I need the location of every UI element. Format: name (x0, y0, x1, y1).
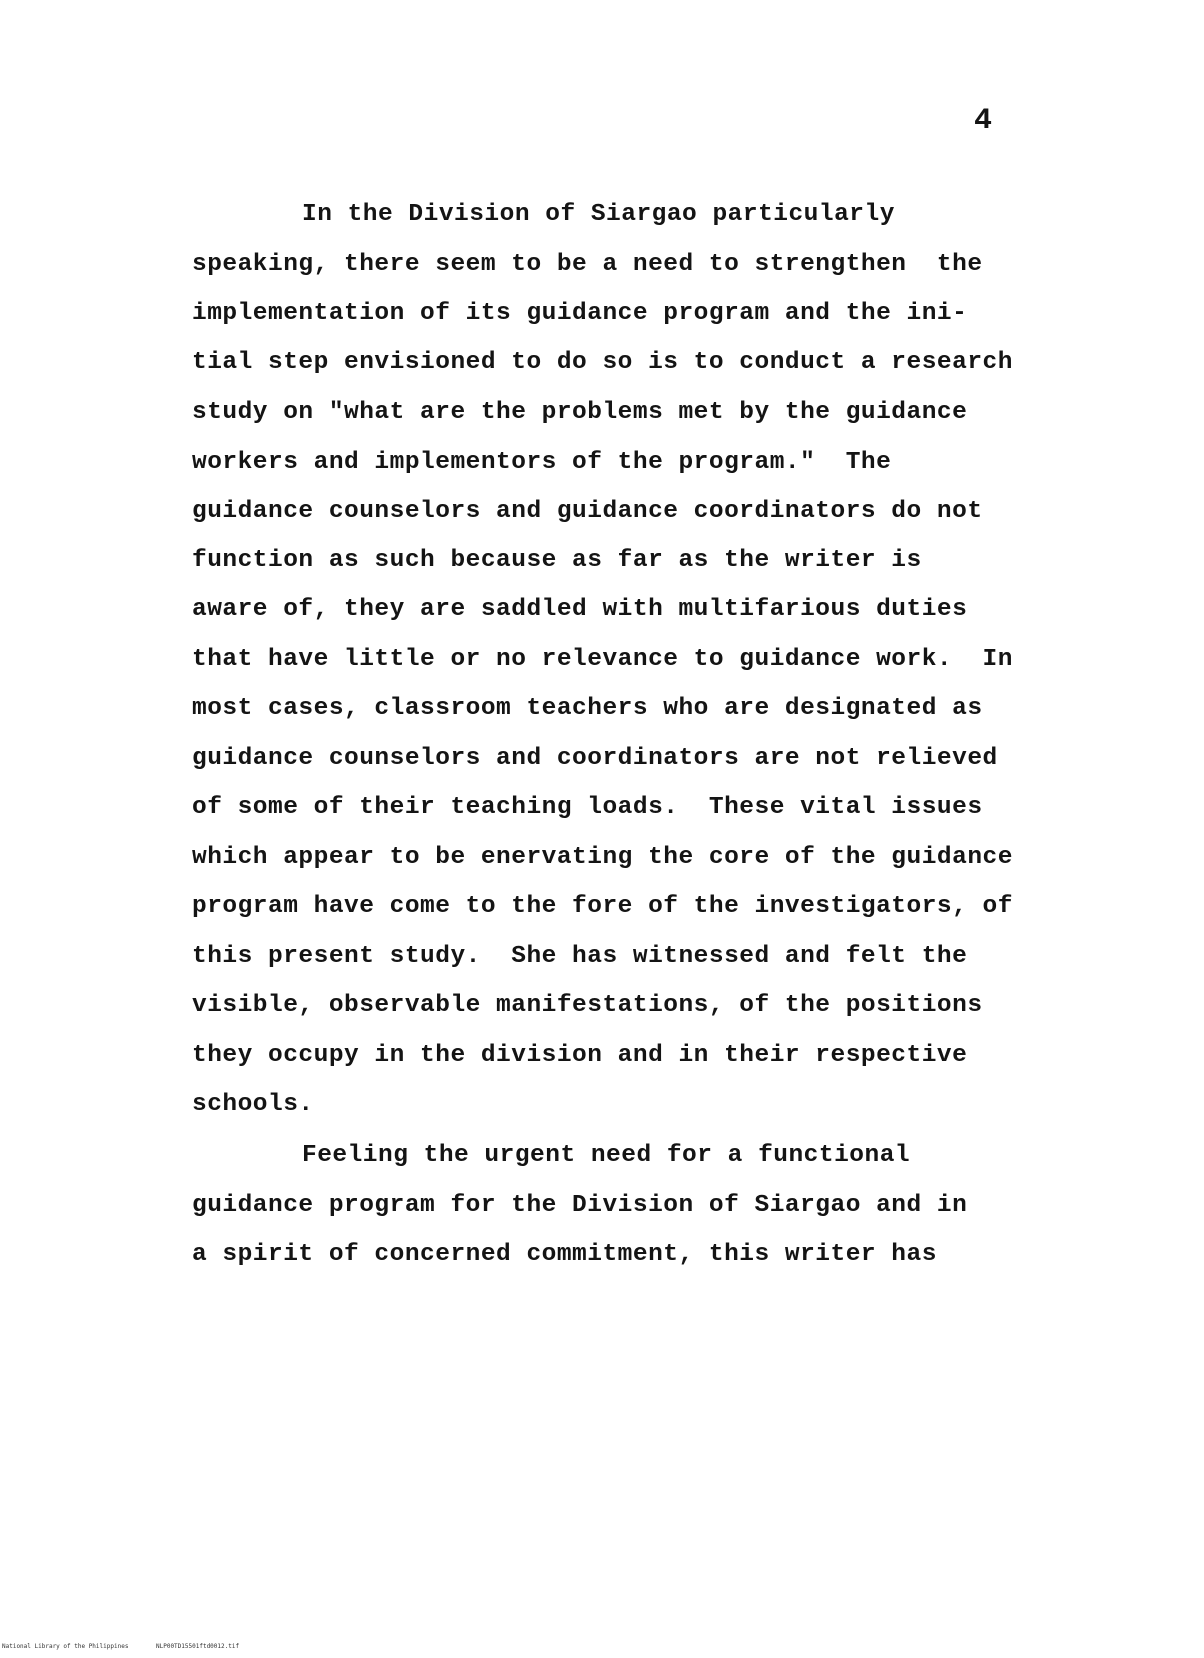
text-line: guidance program for the Division of Siargao and in (192, 1192, 968, 1219)
text-line: of some of their teaching loads. These vital issues (192, 794, 983, 821)
text-line: most cases, classroom teachers who are designated as (192, 695, 983, 722)
text-line: schools. (192, 1091, 314, 1118)
text-line: visible, observable manifestations, of the positions (192, 992, 983, 1019)
page-number: 4 (974, 104, 993, 138)
text-line: guidance counselors and guidance coordinators do not (192, 498, 983, 525)
text-line: implementation of its guidance program and the ini- (192, 300, 968, 327)
text-line: In the Division of Siargao particularly (302, 201, 895, 228)
footer-filename: NLP00TD15501ftd0012.tif (156, 1643, 240, 1650)
text-line: that have little or no relevance to guidance work. In (192, 646, 1013, 673)
text-line: study on "what are the problems met by the guidance (192, 399, 968, 426)
text-line: workers and implementors of the program." The (192, 449, 892, 476)
footer-library: National Library of the Philippines (2, 1643, 129, 1650)
text-line: they occupy in the division and in their respective (192, 1042, 968, 1069)
text-line: which appear to be enervating the core of the guidance (192, 844, 1013, 871)
text-line: speaking, there seem to be a need to strengthen the (192, 251, 983, 278)
text-line: tial step envisioned to do so is to conduct a research (192, 349, 1013, 376)
text-line: function as such because as far as the writer is (192, 547, 922, 574)
text-line: Feeling the urgent need for a functional (302, 1142, 911, 1169)
text-line: this present study. She has witnessed and felt the (192, 943, 968, 970)
text-line: aware of, they are saddled with multifarious duties (192, 596, 968, 623)
text-line: program have come to the fore of the investigators, of (192, 893, 1013, 920)
text-line: a spirit of concerned commitment, this writer has (192, 1241, 937, 1268)
text-line: guidance counselors and coordinators are not relieved (192, 745, 998, 772)
